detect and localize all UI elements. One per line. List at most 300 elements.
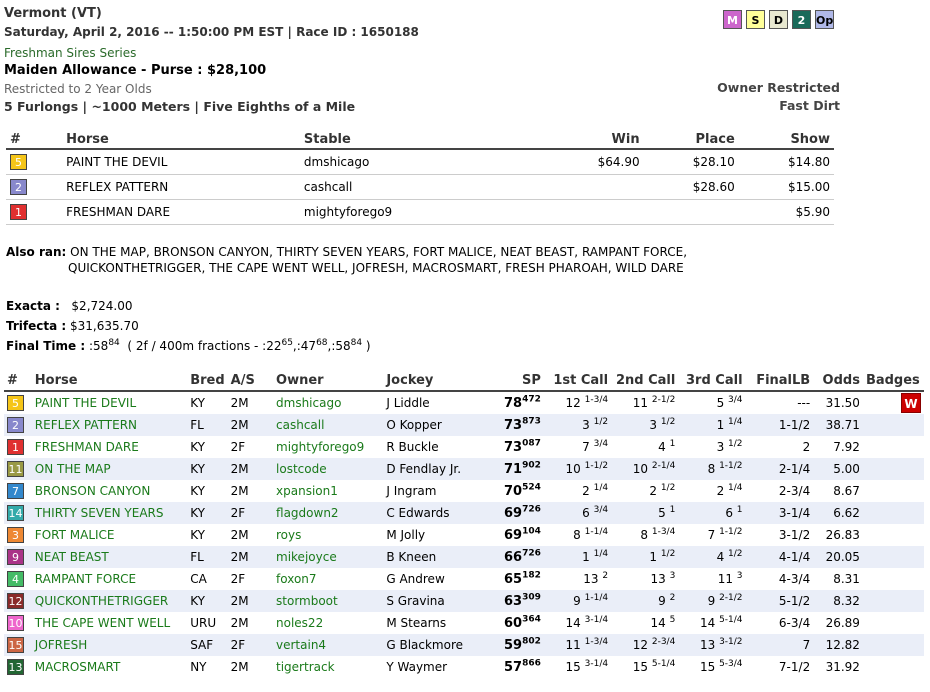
results-win: [539, 200, 644, 225]
race-badge: 2: [792, 10, 811, 29]
first-call-position: 11: [565, 638, 581, 652]
chart-header-cell: Horse: [32, 370, 187, 391]
fraction3-sup: 84: [350, 338, 363, 348]
race-header: [4, 5, 419, 116]
chart-pp-cell: [4, 568, 32, 590]
third-call-lengths: 1-1/2: [719, 527, 743, 537]
age-sex-cell: 2M: [230, 484, 249, 498]
chart-pp-cell: [4, 436, 32, 458]
horse-link[interactable]: BRONSON CANYON: [34, 484, 151, 498]
second-call-cell: [611, 590, 678, 612]
third-call-lengths: 1/4: [728, 417, 743, 427]
third-call-cell: [678, 568, 745, 590]
third-call-position: 11: [717, 572, 733, 586]
chart-header-cell: Badges: [863, 370, 924, 391]
chart-pp-cell: [4, 546, 32, 568]
race-badge: Op: [815, 10, 834, 29]
third-call-position: 1: [716, 418, 725, 432]
first-call-lengths: 1-1/2: [584, 461, 609, 471]
post-position-badge: 3: [7, 527, 24, 543]
owner-link[interactable]: foxon7: [276, 572, 317, 586]
odds-cell: 26.83: [825, 528, 860, 542]
first-call-lengths: 1/4: [593, 483, 609, 493]
second-call-cell: [611, 502, 678, 524]
third-call-position: 15: [699, 660, 716, 674]
badges-cell: [863, 391, 924, 414]
third-call-cell: [678, 590, 745, 612]
speed-value: 71: [503, 461, 523, 477]
final-lengths-behind: 7: [746, 634, 814, 656]
final-lengths-behind: 7-1/2: [778, 660, 811, 674]
horse-link[interactable]: MACROSMART: [34, 660, 121, 674]
results-table: [6, 130, 834, 225]
speed-cell: [488, 546, 543, 568]
chart-row: [4, 480, 924, 502]
third-call-position: 8: [707, 462, 716, 476]
third-call-position: 5: [716, 396, 725, 410]
odds-cell: 5.00: [813, 458, 863, 480]
results-place: [644, 200, 739, 225]
results-place: $28.10: [644, 149, 739, 175]
first-call-position: 8: [573, 528, 581, 542]
chart-header-cell: Owner: [273, 370, 383, 391]
horse-link[interactable]: QUICKONTHETRIGGER: [32, 590, 187, 612]
speed-value: 73: [503, 417, 523, 433]
results-stable: cashcall: [300, 175, 539, 200]
final-lengths-behind: 4-1/4: [746, 546, 814, 568]
third-call-position: 6: [725, 506, 733, 520]
jockey-cell: J Ingram: [386, 484, 437, 498]
trifecta-value: $31,635.70: [70, 319, 139, 333]
chart-header-cell: SP: [488, 370, 543, 391]
horse-link[interactable]: PAINT THE DEVIL: [34, 396, 137, 410]
results-stable: dmshicago: [300, 149, 539, 175]
results-show: $14.80: [739, 149, 834, 175]
third-call-position: 9: [707, 594, 716, 608]
third-call-lengths: 1: [736, 505, 743, 515]
bred-cell: KY: [190, 484, 205, 498]
fractions-pre: ( 2f / 400m fractions - :22: [127, 339, 282, 353]
first-call-position: 1: [582, 550, 590, 564]
first-call-position: 9: [573, 594, 581, 608]
horse-link[interactable]: ON THE MAP: [32, 458, 187, 480]
third-call-position: 4: [716, 550, 725, 564]
age-sex-cell: 2M: [228, 546, 273, 568]
jockey-cell: O Kopper: [383, 414, 488, 436]
third-call-position: 14: [699, 616, 716, 630]
final-time-label: Final Time :: [6, 339, 86, 353]
horse-link[interactable]: THE CAPE WENT WELL: [34, 616, 171, 630]
third-call-cell: [678, 391, 745, 414]
post-position-badge: 13: [8, 661, 23, 674]
horse-link[interactable]: FRESHMAN DARE: [34, 440, 139, 454]
third-call-lengths: 3: [736, 571, 743, 581]
final-lengths-behind: 3-1/2: [778, 528, 811, 542]
jockey-cell: G Andrew: [386, 572, 445, 586]
odds-cell: 20.05: [813, 546, 863, 568]
age-sex-cell: 2M: [230, 660, 249, 674]
first-call-position: 10: [565, 462, 581, 476]
chart-row: [4, 458, 924, 480]
third-call-cell: [678, 634, 745, 656]
jockey-cell: C Edwards: [383, 502, 488, 524]
race-distance: 5 Furlongs | ~1000 Meters | Five Eighths of a Mile: [4, 99, 356, 114]
first-call-cell: [544, 634, 611, 656]
horse-link[interactable]: NEAT BEAST: [32, 546, 187, 568]
results-horse: FRESHMAN DARE: [62, 200, 300, 225]
speed-value: 69: [503, 527, 523, 543]
badges-cell: [863, 656, 924, 678]
race-restriction: Restricted to 2 Year Olds: [4, 82, 152, 96]
results-row: [6, 175, 834, 200]
first-call-lengths: 3-1/4: [584, 659, 609, 669]
jockey-cell: S Gravina: [383, 590, 488, 612]
speed-cell: [488, 391, 543, 414]
first-call-lengths: 1-3/4: [584, 637, 609, 647]
results-place: $28.60: [644, 175, 739, 200]
third-call-lengths: 1/4: [728, 483, 743, 493]
bred-cell: FL: [187, 414, 227, 436]
results-show: $15.00: [739, 175, 834, 200]
first-call-position: 13: [583, 572, 599, 586]
second-call-lengths: 2-1/4: [651, 461, 676, 471]
post-position-badge: 1: [7, 439, 24, 455]
results-header-cell: Place: [644, 130, 739, 149]
chart-header-cell: 1st Call: [544, 370, 611, 391]
second-call-cell: [611, 634, 678, 656]
chart-header-cell: 2nd Call: [611, 370, 678, 391]
first-call-cell: [544, 590, 611, 612]
owner-link[interactable]: cashcall: [273, 414, 383, 436]
second-call-position: 2: [649, 484, 657, 498]
age-sex-cell: 2M: [230, 528, 249, 542]
third-call-cell: [678, 458, 745, 480]
speed-sup: 802: [522, 636, 541, 647]
speed-value: 59: [503, 637, 523, 653]
owner-link[interactable]: xpansion1: [276, 484, 338, 498]
race-right-info: [717, 79, 840, 115]
badges-cell: [863, 546, 924, 568]
also-ran-label: Also ran:: [6, 245, 67, 259]
results-horse: REFLEX PATTERN: [62, 175, 300, 200]
first-call-position: 3: [582, 418, 590, 432]
race-badge: D: [769, 10, 788, 29]
second-call-position: 4: [658, 440, 666, 454]
second-call-lengths: 2-3/4: [651, 637, 676, 647]
chart-header-cell: Bred: [187, 370, 227, 391]
first-call-cell: [544, 414, 611, 436]
second-call-position: 1: [649, 550, 657, 564]
chart-row: [4, 391, 924, 414]
results-header-cell: Horse: [62, 130, 300, 149]
results-header-cell: Win: [539, 130, 644, 149]
badges-cell: [863, 590, 924, 612]
speed-sup: 104: [522, 526, 541, 537]
second-call-cell: [611, 656, 678, 678]
chart-header-cell: Jockey: [383, 370, 488, 391]
fraction3: ,:58: [327, 339, 351, 353]
surface-label: Fast Dirt: [779, 98, 840, 113]
jockey-cell: B Kneen: [383, 546, 488, 568]
badges-cell: [863, 458, 924, 480]
chart-row: [4, 568, 924, 590]
results-horse: PAINT THE DEVIL: [62, 149, 300, 175]
chart-pp-cell: [4, 634, 32, 656]
first-call-position: 2: [582, 484, 590, 498]
second-call-lengths: 3: [669, 571, 676, 581]
results-row: [6, 200, 834, 225]
age-sex-cell: 2F: [230, 440, 246, 454]
chart-pp-cell: [4, 524, 32, 546]
third-call-cell: [678, 546, 745, 568]
chart-pp-cell: [4, 458, 32, 480]
first-call-lengths: 1-1/4: [584, 527, 609, 537]
badges-cell: [863, 502, 924, 524]
second-call-lengths: 1: [669, 505, 676, 515]
speed-sup: 524: [522, 482, 541, 493]
owner-link[interactable]: flagdown2: [273, 502, 383, 524]
owner-link[interactable]: tigertrack: [276, 660, 335, 674]
owner-link[interactable]: mightyforego9: [276, 440, 365, 454]
owner-link[interactable]: stormboot: [273, 590, 383, 612]
badges-cell: [863, 436, 924, 458]
chart-header-cell: Odds: [813, 370, 863, 391]
bred-cell: FL: [187, 546, 227, 568]
odds-cell: 12.82: [813, 634, 863, 656]
fractions-close: ): [362, 339, 371, 353]
first-call-position: 12: [565, 396, 581, 410]
speed-cell: [488, 436, 543, 458]
fraction1-sup: 65: [281, 338, 293, 348]
third-call-lengths: 1-1/2: [719, 461, 743, 471]
age-sex-cell: 2F: [230, 572, 246, 586]
second-call-cell: [611, 524, 678, 546]
final-lengths-behind: 2-3/4: [778, 484, 811, 498]
third-call-lengths: 5-1/4: [719, 615, 743, 625]
race-location: Vermont (VT): [4, 6, 102, 21]
first-call-lengths: 3-1/4: [584, 615, 609, 625]
post-position-badge: 5: [7, 395, 24, 411]
chart-row: [4, 414, 924, 436]
speed-value: 69: [503, 505, 523, 521]
age-sex-cell: 2F: [228, 634, 273, 656]
chart-pp-cell: [4, 502, 32, 524]
first-call-position: 14: [565, 616, 581, 630]
jockey-cell: R Buckle: [386, 440, 439, 454]
chart-row: [4, 436, 924, 458]
third-call-lengths: 5-3/4: [719, 659, 743, 669]
odds-cell: 8.31: [833, 572, 860, 586]
odds-cell: 7.92: [833, 440, 860, 454]
exacta-label: Exacta :: [6, 299, 60, 313]
jockey-cell: J Liddle: [386, 396, 430, 410]
age-sex-cell: 2M: [230, 396, 249, 410]
post-position-badge: 9: [7, 549, 24, 565]
bred-cell: KY: [190, 396, 205, 410]
age-sex-cell: 2M: [228, 414, 273, 436]
post-position-badge: 11: [8, 463, 23, 476]
post-position-badge: 1: [10, 204, 27, 220]
bred-cell: URU: [190, 616, 217, 630]
odds-cell: 8.32: [813, 590, 863, 612]
first-call-cell: [544, 656, 611, 678]
first-call-position: 7: [582, 440, 590, 454]
horse-link[interactable]: JOFRESH: [32, 634, 187, 656]
results-row: [6, 149, 834, 175]
second-call-position: 15: [632, 660, 649, 674]
third-call-lengths: 3-1/2: [719, 637, 743, 647]
bred-cell: SAF: [187, 634, 227, 656]
owner-link[interactable]: dmshicago: [276, 396, 342, 410]
speed-sup: 902: [522, 460, 541, 471]
third-call-lengths: 2-1/2: [719, 593, 743, 603]
second-call-lengths: 1/2: [660, 417, 676, 427]
first-call-cell: [544, 612, 611, 634]
odds-cell: 26.89: [825, 616, 860, 630]
results-stable: mightyforego9: [300, 200, 539, 225]
results-win: $64.90: [539, 149, 644, 175]
post-position-badge: 5: [10, 154, 27, 170]
also-ran: [6, 244, 687, 276]
results-pp-cell: [6, 200, 62, 225]
race-badge: S: [746, 10, 765, 29]
final-time: [6, 339, 371, 353]
speed-cell: [488, 612, 543, 634]
first-call-cell: [544, 480, 611, 502]
first-call-cell: [544, 391, 611, 414]
speed-cell: [488, 568, 543, 590]
first-call-lengths: 1-3/4: [584, 395, 609, 405]
final-lengths-behind: 3-1/4: [746, 502, 814, 524]
final-lengths-behind: 1-1/2: [746, 414, 814, 436]
speed-value: 66: [503, 549, 523, 565]
third-call-position: 3: [716, 440, 725, 454]
results-header-cell: Stable: [300, 130, 539, 149]
first-call-cell: [544, 568, 611, 590]
post-position-badge: 2: [10, 179, 27, 195]
second-call-lengths: 2: [669, 593, 676, 603]
third-call-cell: [678, 480, 745, 502]
badges-cell: [863, 414, 924, 436]
owner-link[interactable]: noles22: [276, 616, 324, 630]
third-call-lengths: 1/2: [728, 439, 743, 449]
horse-link[interactable]: THIRTY SEVEN YEARS: [32, 502, 187, 524]
chart-row: [4, 502, 924, 524]
chart-header-cell: 3rd Call: [678, 370, 745, 391]
chart-row: [4, 524, 924, 546]
results-show: $5.90: [739, 200, 834, 225]
chart-pp-cell: [4, 480, 32, 502]
speed-cell: [488, 502, 543, 524]
results-header-cell: Show: [739, 130, 834, 149]
badges-cell: [863, 524, 924, 546]
first-call-lengths: 1/2: [593, 417, 609, 427]
chart-header-cell: FinalLB: [746, 370, 814, 391]
bred-cell: KY: [187, 458, 227, 480]
chart-row: [4, 634, 924, 656]
post-position-badge: 7: [7, 483, 24, 499]
first-call-cell: [544, 546, 611, 568]
results-pp-cell: [6, 175, 62, 200]
speed-sup: 182: [522, 570, 541, 581]
third-call-position: 13: [699, 638, 716, 652]
post-position-badge: 14: [8, 507, 23, 520]
first-call-lengths: 2: [602, 571, 609, 581]
post-position-badge: 15: [8, 639, 23, 652]
odds-cell: 6.62: [813, 502, 863, 524]
second-call-position: 11: [632, 396, 649, 410]
race-condition: Maiden Allowance - Purse : $28,100: [4, 63, 267, 78]
second-call-lengths: 1/2: [660, 549, 676, 559]
speed-sup: 866: [522, 658, 541, 669]
post-position-badge: 10: [8, 617, 23, 630]
chart-row: [4, 590, 924, 612]
horse-link[interactable]: REFLEX PATTERN: [32, 414, 187, 436]
exotics: [6, 296, 139, 336]
chart-header-cell: A/S: [228, 370, 273, 391]
fraction2: ,:47: [292, 339, 317, 353]
jockey-cell: G Blackmore: [383, 634, 488, 656]
owner-link[interactable]: lostcode: [273, 458, 383, 480]
final-time-sup: 84: [108, 338, 120, 348]
speed-sup: 364: [522, 614, 541, 625]
second-call-position: 8: [640, 528, 649, 542]
odds-cell: 38.71: [813, 414, 863, 436]
odds-cell: 31.92: [825, 660, 860, 674]
jockey-cell: M Jolly: [386, 528, 426, 542]
third-call-cell: [678, 656, 745, 678]
winner-badge-icon: W: [901, 393, 921, 413]
exacta-value: $2,724.00: [71, 299, 133, 313]
third-call-position: 7: [707, 528, 716, 542]
horse-link[interactable]: FORT MALICE: [34, 528, 115, 542]
owner-link[interactable]: vertain4: [273, 634, 383, 656]
results-pp-cell: [6, 149, 62, 175]
speed-cell: [488, 458, 543, 480]
first-call-position: 6: [582, 506, 590, 520]
first-call-cell: [544, 524, 611, 546]
speed-sup: 087: [522, 438, 541, 449]
also-ran-line1: ON THE MAP, BRONSON CANYON, THIRTY SEVEN YEARS, FORT MALICE, NEAT BEAST, RAMPANT FORCE,: [70, 245, 688, 259]
speed-value: 60: [503, 615, 523, 631]
third-call-position: 2: [716, 484, 725, 498]
chart-pp-cell: [4, 590, 32, 612]
second-call-lengths: 5: [669, 615, 676, 625]
results-header-cell: #: [6, 130, 62, 149]
final-lengths-behind: 6-3/4: [778, 616, 811, 630]
second-call-position: 9: [658, 594, 666, 608]
chart-pp-cell: [4, 414, 32, 436]
bred-cell: NY: [190, 660, 207, 674]
owner-link[interactable]: roys: [276, 528, 302, 542]
first-call-position: 15: [565, 660, 581, 674]
final-lengths-behind: 4-3/4: [778, 572, 811, 586]
badges-cell: [863, 568, 924, 590]
speed-sup: 873: [522, 416, 541, 427]
race-badges: [723, 10, 834, 29]
third-call-cell: [678, 502, 745, 524]
speed-cell: [488, 590, 543, 612]
speed-cell: [488, 656, 543, 678]
final-time-value: :58: [89, 339, 109, 353]
second-call-cell: [611, 458, 678, 480]
bred-cell: KY: [190, 440, 205, 454]
owner-link[interactable]: mikejoyce: [273, 546, 383, 568]
horse-link[interactable]: RAMPANT FORCE: [34, 572, 137, 586]
badges-cell: [863, 612, 924, 634]
first-call-lengths: 3/4: [593, 505, 609, 515]
age-sex-cell: 2M: [228, 590, 273, 612]
